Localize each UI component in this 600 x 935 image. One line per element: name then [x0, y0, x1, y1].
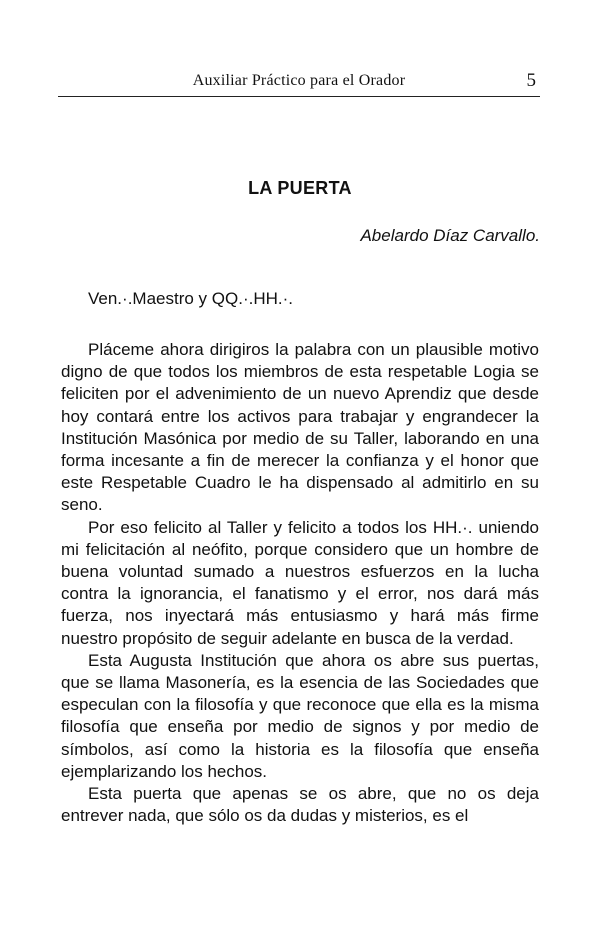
paragraph-2: Por eso felicito al Taller y felicito a todos los HH.·. uniendo mi felicitación al neófito, porque considero que un hombre de buena voluntad sumado a nuestros esfuerzos en la lucha contra la ignorancia, el fanatismo y el error, nos dará más fuerza, nos inyectará más entusiasmo y hará más firme nuestro propósito de seguir adelante en busca de la verdad.: [61, 517, 539, 648]
article-body: [61, 339, 539, 827]
paragraph-3: Esta Augusta Institución que ahora os abre sus puertas, que se llama Masonería, es la esencia de las Sociedades que especulan con la filosofía y que reconoce que ella es la misma filosofía que enseña por medio de signos y por medio de símbolos, así como la historia es la filosofía que enseña ejemplarizando los hechos.: [61, 650, 539, 781]
article-title: LA PUERTA: [248, 178, 352, 198]
running-header: [58, 70, 540, 97]
paragraph-1: Pláceme ahora dirigiros la palabra con un plausible motivo digno de que todos los miembros de esta respetable Logia se feliciten por el advenimiento de un nuevo Aprendiz que desde hoy contará entre los activos para trabajar y engrandecer la Institución Masónica por medio de su Taller, laborando en una forma incesante a fin de merecer la confianza y el honor que este Respetable Cuadro le ha dispensado al admitirlo en su seno.: [61, 340, 539, 515]
running-title: Auxiliar Práctico para el Orador: [192, 72, 406, 89]
salutation: Ven.·.Maestro y QQ.·.HH.·.: [88, 289, 293, 308]
article-author: Abelardo Díaz Carvallo.: [360, 226, 540, 245]
paragraph-4: Esta puerta que apenas se os abre, que no os deja entrever nada, que sólo os da dudas y misterios, es el: [61, 784, 539, 826]
page-number: 5: [526, 70, 536, 91]
